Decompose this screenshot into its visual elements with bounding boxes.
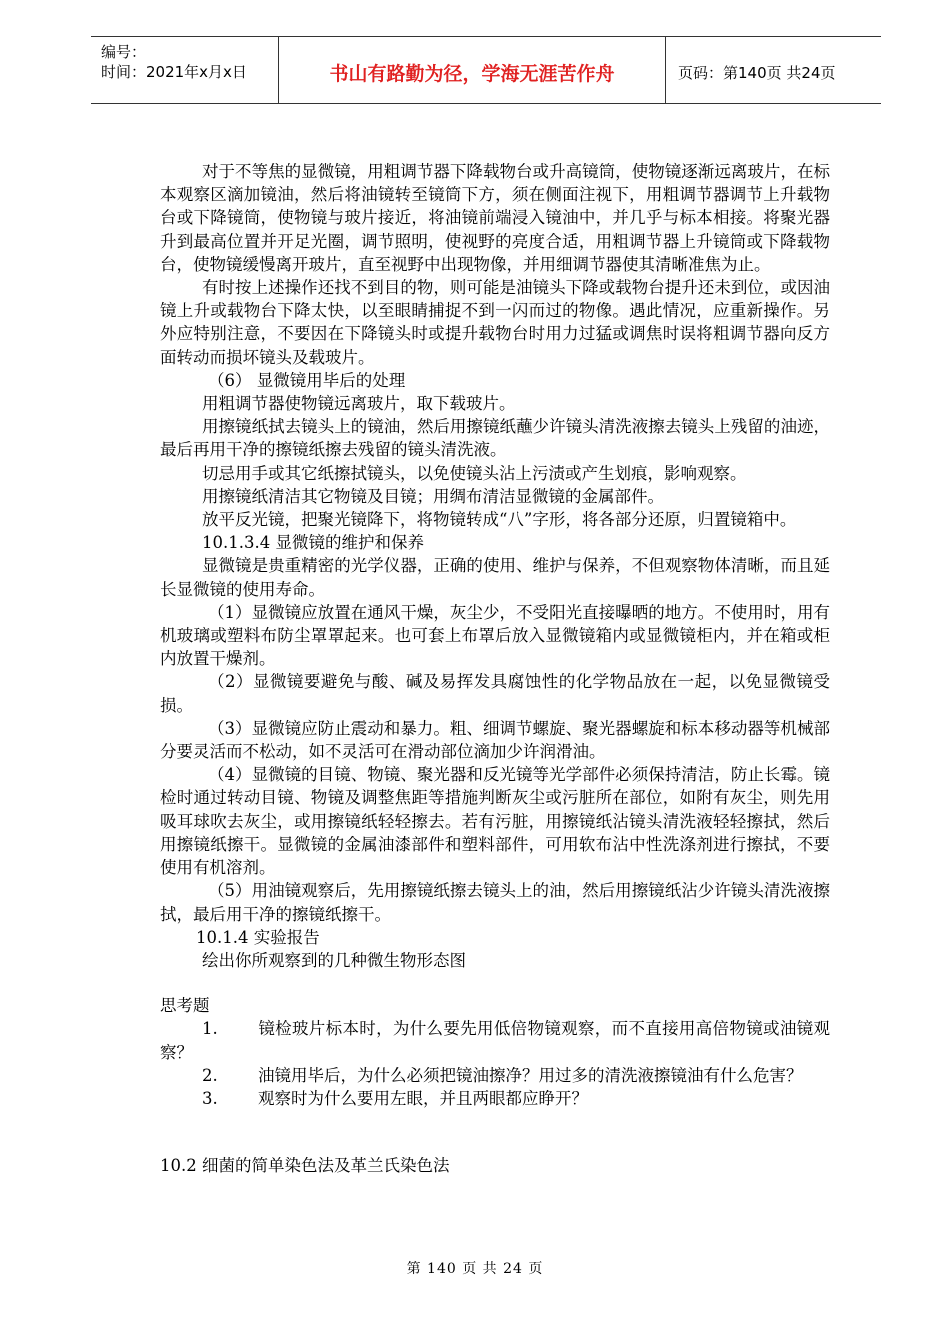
subheading: 10.1.4 实验报告 xyxy=(196,927,320,947)
question-number: 1. xyxy=(202,1019,218,1039)
page-label: 页码：第140页 共24页 xyxy=(678,64,836,82)
section-title: 10.2 细菌的简单染色法及革兰氏染色法 xyxy=(160,1156,450,1176)
question-text: 镜检玻片标本时，为什么要先用低倍物镜观察，而不直接用高倍物镜或油镜观察？ xyxy=(160,1019,830,1062)
question-number: 2. xyxy=(202,1065,218,1085)
paragraph: 对于不等焦的显微镜，用粗调节器下降载物台或升高镜筒，使物镜逐渐远离玻片，在标本观察区滴加镜油，然后将油镜转至镜筒下方，须在侧面注视下，用粗调节器调节上升载物台或下降镜筒，使物镜与玻片接近，将油镜前端浸入镜油中，并几乎与标本相接。将聚光器升到最高位置并开足光圈，调节照明，使视野的亮度合适，用粗调节器上升镜筒或下降载物台，使物镜缓慢离开玻片，直至视野中出现物像，并用细调节器使其清晰准焦为止。 xyxy=(160,162,830,274)
spacer xyxy=(160,1110,830,1154)
page-footer: 第 140 页 共 24 页 xyxy=(406,1261,544,1277)
paragraph: （3）显微镜应防止震动和暴力。粗、细调节螺旋、聚光器螺旋和标本移动器等机械部分要灵活而不松动，如不灵活可在滑动部位滴加少许润滑油。 xyxy=(160,718,830,762)
question-number: 3. xyxy=(202,1088,218,1108)
paragraph: 显微镜是贵重精密的光学仪器，正确的使用、维护与保养，不但观察物体清晰，而且延长显微镜的使用寿命。 xyxy=(160,556,830,599)
question-item xyxy=(160,1087,830,1110)
number-label: 编号： xyxy=(101,43,147,61)
paragraph: （5）用油镜观察后，先用擦镜纸擦去镜头上的油，然后用擦镜纸沾少许镜头清洗液擦拭，最后用干净的擦镜纸擦干。 xyxy=(160,881,830,924)
paragraph: 用擦镜纸拭去镜头上的镜油，然后用擦镜纸蘸少许镜头清洗液擦去镜头上残留的油迹，最后再用干净的擦镜纸擦去残留的镜头清洗液。 xyxy=(160,417,830,460)
document-body xyxy=(160,160,830,1177)
question-item xyxy=(160,1064,830,1087)
paragraph: （4）显微镜的目镜、物镜、聚光器和反光镜等光学部件必须保持清洁，防止长霉。镜检时通过转动目镜、物镜及调整焦距等措施判断灰尘或污脏所在部位，如附有灰尘，则先用吸耳球吹去灰尘，或用擦镜纸轻轻擦去。若有污脏，用擦镜纸沾镜头清洗液轻轻擦拭，然后用擦镜纸擦干。显微镜的金属油漆部件和塑料部件，可用软布沾中性洗涤剂进行擦拭，不要使用有机溶剂。 xyxy=(160,765,830,878)
header-table xyxy=(91,36,881,104)
header-cell-page xyxy=(666,37,881,103)
paragraph: （1）显微镜应放置在通风干燥，灰尘少，不受阳光直接曝晒的地方。不使用时，用有机玻璃或塑料布防尘罩罩起来。也可套上布罩后放入显微镜箱内或显微镜柜内，并在箱或柜内放置干燥剂。 xyxy=(160,602,830,669)
question-text: 观察时为什么要用左眼，并且两眼都应睁开？ xyxy=(258,1088,588,1108)
question-item xyxy=(160,1017,830,1063)
paragraph: （2）显微镜要避免与酸、碱及易挥发具腐蚀性的化学物品放在一起，以免显微镜受损。 xyxy=(160,672,830,715)
spacer xyxy=(160,972,830,994)
header-cell-motto xyxy=(279,37,666,103)
subheading: （6） 显微镜用毕后的处理 xyxy=(208,370,406,390)
motto-text: 书山有路勤为径，学海无涯苦作舟 xyxy=(329,63,615,85)
questions-title: 思考题 xyxy=(160,996,210,1016)
subheading: 10.1.3.4 显微镜的维护和保养 xyxy=(202,533,424,553)
paragraph: 用擦镜纸清洁其它物镜及目镜；用绸布清洁显微镜的金属部件。 xyxy=(202,486,664,506)
paragraph: 有时按上述操作还找不到目的物，则可能是油镜头下降或载物台提升还未到位，或因油镜上升或载物台下降太快，以至眼睛捕捉不到一闪而过的物像。遇此情况，应重新操作。另外应特别注意，不要因在下降镜头时或提升载物台时用力过猛或调焦时误将粗调节器向反方面转动而损坏镜头及载玻片。 xyxy=(160,278,830,367)
question-text: 油镜用毕后，为什么必须把镜油擦净？用过多的清洗液擦镜油有什么危害？ xyxy=(258,1065,803,1085)
paragraph: 用粗调节器使物镜远离玻片，取下载玻片。 xyxy=(202,394,516,414)
paragraph: 切忌用手或其它纸擦拭镜头，以免使镜头沾上污渍或产生划痕，影响观察。 xyxy=(202,463,747,483)
time-label: 时间：2021年x月x日 xyxy=(101,63,247,81)
paragraph: 绘出你所观察到的几种微生物形态图 xyxy=(202,950,466,970)
header-cell-meta xyxy=(91,37,279,103)
paragraph: 放平反光镜，把聚光镜降下，将物镜转成“八”字形，将各部分还原，归置镜箱中。 xyxy=(202,510,797,530)
